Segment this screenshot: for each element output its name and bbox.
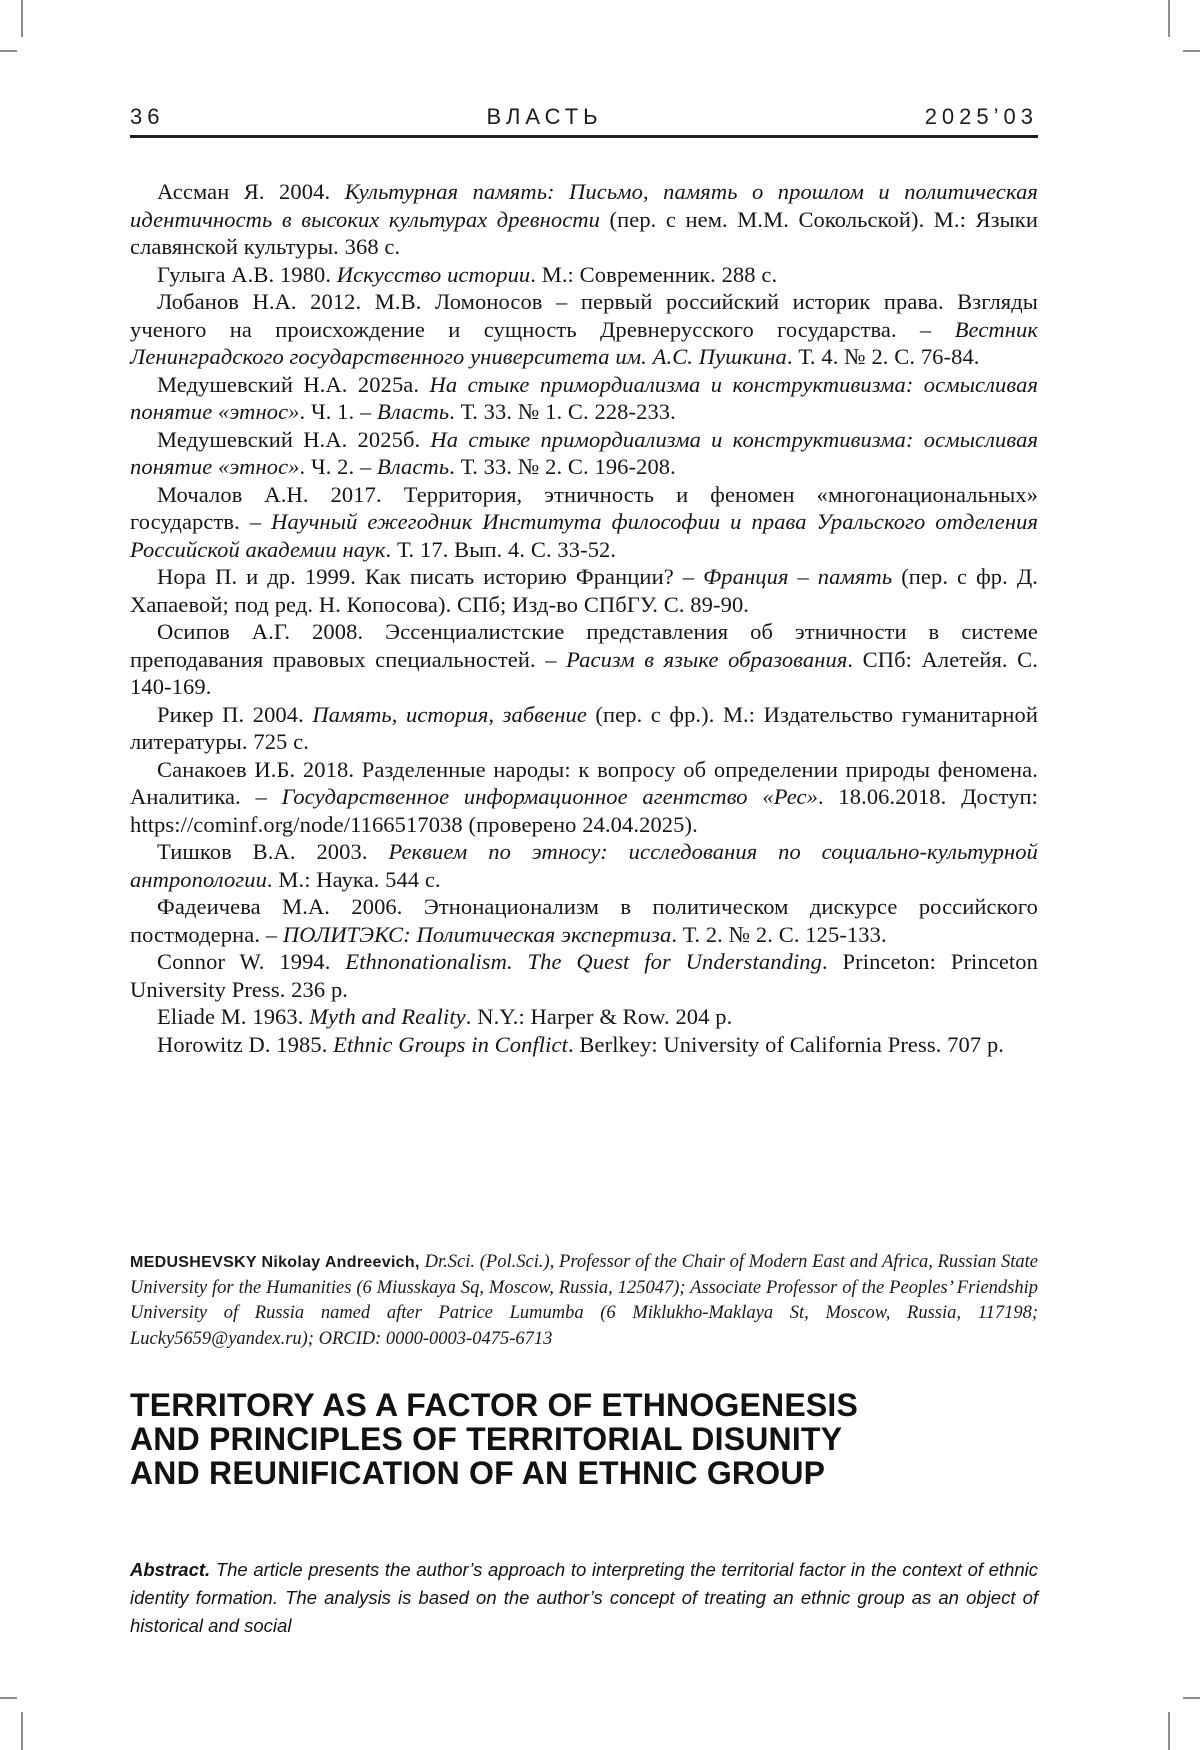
text-run: . Т. 17. Вып. 4. С. 33-52. bbox=[385, 536, 617, 562]
text-run: (пер. с фр. Д. Хапаевой; под ред. Н. Копосова). СПб; Изд-во СПбГУ. С. 89-90. bbox=[130, 564, 1044, 617]
title-line: TERRITORY AS A FACTOR OF ETHNOGENESIS bbox=[130, 1387, 859, 1423]
text-run: . Ч. 1. – bbox=[299, 399, 378, 424]
text-run: . Т. 33. № 2. С. 196-208. bbox=[449, 454, 676, 479]
text-run: . Princeton: Princeton University Press. 236 p. bbox=[130, 949, 1044, 1002]
reference-item bbox=[130, 371, 1044, 426]
article-title-en bbox=[130, 1388, 1038, 1490]
crop-mark-top-left-horizontal bbox=[0, 50, 17, 52]
crop-mark-top-right-vertical bbox=[1168, 0, 1170, 37]
crop-mark-bottom-left-vertical bbox=[21, 1712, 23, 1750]
abstract-paragraph bbox=[130, 1556, 1044, 1640]
text-run: The article presents the author’s approach to interpreting the territorial factor in the context of ethnic identity formation. The analysis is based on the author’s concept of treating an ethnic group as an object of historical and social bbox=[130, 1559, 1044, 1636]
reference-item bbox=[130, 618, 1044, 701]
reference-item bbox=[130, 838, 1044, 893]
text-run: На стыке примордиализма и конструктивизма: осмысливая понятие «этнос» bbox=[130, 426, 1044, 479]
text-run: Нора П. и др. 1999. Как писать историю Франции? – bbox=[157, 564, 704, 589]
reference-item bbox=[130, 288, 1044, 371]
text-run: Медушевский Н.А. 2025б. bbox=[157, 426, 431, 452]
text-run: . Ч. 2. – bbox=[299, 454, 378, 479]
issue-label: 2025’03 bbox=[924, 104, 1038, 129]
text-run: Память, история, забвение bbox=[312, 701, 587, 727]
text-run: Eliade M. 1963. bbox=[157, 1004, 310, 1029]
title-line: AND PRINCIPLES OF TERRITORIAL DISUNITY bbox=[130, 1421, 843, 1457]
text-run: Фадеичева М.А. 2006. Этнонационализм в политическом дискурсе российского постмодерна. – bbox=[130, 894, 1044, 947]
reference-item bbox=[130, 178, 1044, 261]
text-run: Ethnonationalism. The Quest for Understanding bbox=[345, 949, 822, 974]
crop-mark-top-left-vertical bbox=[21, 0, 23, 37]
text-run: Научный ежегодник Института философии и права Уральского отделения Российской академии наук bbox=[130, 509, 1044, 562]
reference-item bbox=[130, 756, 1044, 839]
text-run: Реквием по этносу: исследования по социально-культурной антропологии bbox=[130, 839, 1044, 892]
text-run: Рикер П. 2004. bbox=[157, 701, 313, 727]
text-run: . СПб: Алетейя. С. 140-169. bbox=[130, 646, 1044, 699]
text-run: Расизм в языке образования bbox=[566, 646, 848, 672]
journal-title: ВЛАСТЬ bbox=[486, 104, 603, 129]
header-rule bbox=[130, 135, 1038, 138]
text-run: Культурная память: Письмо, память о прошлом и политическая идентичность в высоких культурах древности bbox=[130, 179, 1044, 232]
crop-mark-bottom-left-horizontal bbox=[0, 1697, 17, 1699]
reference-item bbox=[130, 426, 1044, 481]
text-run: Horowitz D. 1985. bbox=[157, 1031, 334, 1057]
text-run: Государственное информационное агентство «Рес» bbox=[281, 784, 818, 809]
text-run: Ассман Я. 2004. bbox=[157, 179, 345, 204]
text-run: Abstract. bbox=[130, 1559, 216, 1580]
reference-item bbox=[130, 563, 1044, 618]
reference-item bbox=[130, 261, 1038, 289]
author-note bbox=[130, 1250, 1043, 1352]
text-run: Вестник Ленинградского государственного университета им. А.С. Пушкина bbox=[130, 316, 1044, 369]
text-run: . N.Y.: Harper & Row. 204 p. bbox=[465, 1004, 733, 1029]
text-run: На стыке примордиализма и конструктивизма: осмысливая понятие «этнос» bbox=[130, 371, 1044, 424]
text-run: . Berlkey: University of California Press. 707 p. bbox=[567, 1031, 1005, 1057]
text-run: Власть bbox=[377, 399, 450, 424]
reference-item bbox=[130, 893, 1044, 948]
text-run: Ethnic Groups in Conflict bbox=[333, 1031, 568, 1057]
text-run: . 18.06.2018. Доступ: https://cominf.org/node/1166517038 (проверено 24.04.2025). bbox=[130, 784, 1044, 837]
text-run: Лобанов Н.А. 2012. М.В. Ломоносов – первый российский историк права. Взгляды ученого на происхождение и сущность Древнерусского государства. – bbox=[130, 289, 1044, 342]
text-run: MEDUSHEVSKY Nikolay Andreevich, bbox=[130, 1254, 425, 1271]
running-head bbox=[130, 104, 1038, 130]
title-line: AND REUNIFICATION OF AN ETHNIC GROUP bbox=[130, 1455, 826, 1491]
text-run: ПОЛИТЭКС: Политическая экспертиза bbox=[282, 921, 672, 947]
text-run: Тишков В.А. 2003. bbox=[157, 839, 389, 864]
text-run: (пер. с фр.). М.: Издательство гуманитарной литературы. 725 с. bbox=[130, 701, 1044, 754]
text-run: Connor W. 1994. bbox=[157, 949, 346, 974]
text-run: . Т. 33. № 1. С. 228-233. bbox=[449, 399, 676, 424]
text-run: Гулыга А.В. 1980. bbox=[157, 261, 337, 287]
text-run: (пер. с нем. М.М. Сокольской). М.: Языки славянской культуры. 368 с. bbox=[130, 206, 1044, 259]
text-run: Myth and Reality bbox=[309, 1004, 466, 1029]
text-run: Франция – память bbox=[703, 564, 893, 589]
reference-item bbox=[130, 1003, 1038, 1031]
text-run: . Т. 4. № 2. С. 76-84. bbox=[786, 344, 980, 369]
text-run: Медушевский Н.А. 2025а. bbox=[157, 371, 430, 397]
text-run: Санакоев И.Б. 2018. Разделенные народы: к вопросу об определении природы феномена. Аналитика. – bbox=[130, 756, 1044, 809]
text-run: Мочалов А.Н. 2017. Территория, этничность и феномен «многонациональных» государств. – bbox=[130, 481, 1044, 534]
text-run: Dr.Sci. (Pol.Sci.), Professor of the Chair of Modern East and Africa, Russian State University for the Humanities (6 Miusskaya Sq, Moscow, Russia, 125047); Associate Professor of the Peoples’ Friendship University of Russia named after Patrice Lumumba (6 Miklukho-Maklaya St, Moscow, Russia, 117198; Lucky5659@yandex.ru); ORCID: 0000-0003-0475-6713 bbox=[130, 1252, 1043, 1349]
reference-item bbox=[130, 948, 1044, 1003]
text-run: Власть bbox=[377, 454, 450, 479]
reference-item bbox=[130, 701, 1044, 756]
reference-item bbox=[130, 1031, 1038, 1059]
page-number: 36 bbox=[130, 104, 165, 129]
crop-mark-bottom-right-horizontal bbox=[1183, 1697, 1200, 1699]
text-run: . Т. 2. № 2. С. 125-133. bbox=[671, 921, 887, 947]
references-list bbox=[130, 178, 1044, 1058]
text-run: . М.: Наука. 544 с. bbox=[266, 866, 441, 892]
crop-mark-bottom-right-vertical bbox=[1168, 1712, 1170, 1750]
text-run: . М.: Современник. 288 с. bbox=[530, 261, 778, 287]
crop-mark-top-right-horizontal bbox=[1183, 50, 1200, 52]
text-run: Искусство истории bbox=[336, 261, 531, 287]
reference-item bbox=[130, 481, 1044, 564]
text-run: Осипов А.Г. 2008. Эссенциалистские представления об этничности в системе преподавания правовых специальностей. – bbox=[130, 619, 1044, 672]
